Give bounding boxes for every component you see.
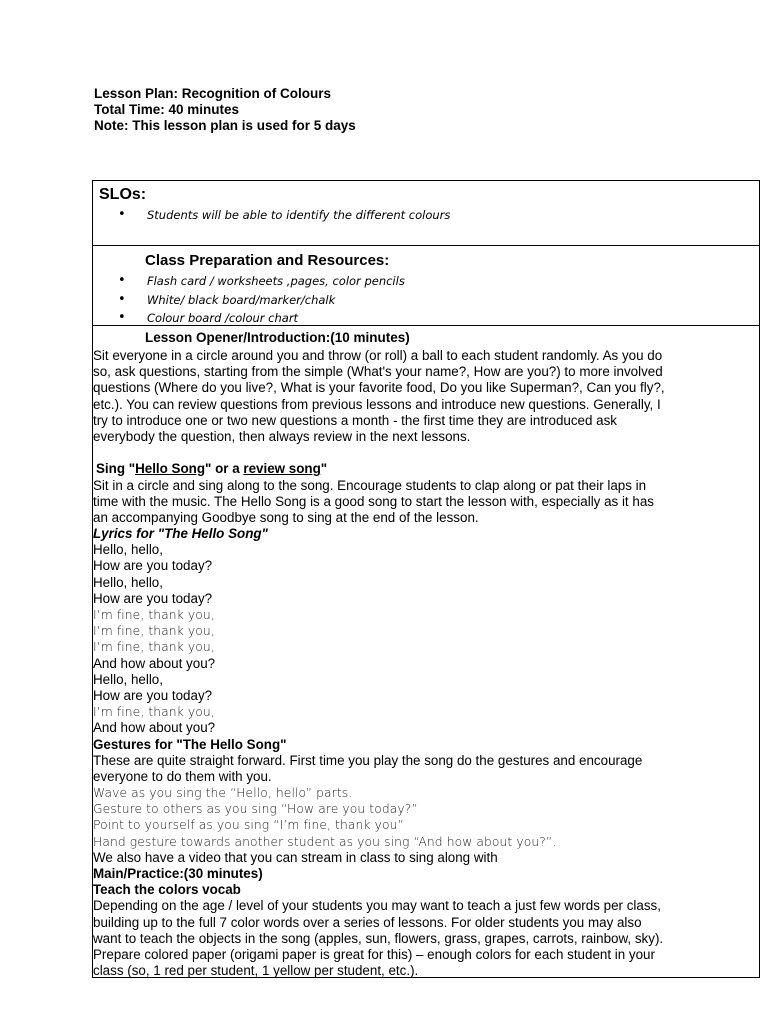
lyric-line: And how about you?: [93, 655, 216, 671]
gesture-line: Gesture to others as you sing “How are you today?”: [93, 802, 418, 817]
review-song-link[interactable]: review song: [243, 461, 321, 477]
paragraph-line: time with the music. The Hello Song is a good song to start the lesson with, especially as it has: [93, 493, 654, 509]
list-item: • Students will be able to identify the different colours: [118, 206, 450, 225]
gestures-title: Gestures for "The Hello Song": [93, 736, 287, 752]
song-title: Sing "Hello Song" or a review song": [96, 461, 328, 477]
paragraph-line: class (so, 1 red per student, 1 yellow per student, etc.).: [93, 963, 419, 979]
gesture-line: Wave as you sing the “Hello, hello” parts.: [93, 786, 353, 801]
resources-list: [118, 272, 405, 328]
lyric-line: Hello, hello,: [93, 574, 163, 590]
lyric-line: Hello, hello,: [93, 671, 163, 687]
lyric-line: How are you today?: [93, 590, 213, 606]
lyrics-title: Lyrics for "The Hello Song": [93, 526, 268, 542]
paragraph-line: try to introduce one or two new questions a month - the first time they are introduced ask: [93, 412, 617, 428]
paragraph-line: everybody the question, then always review in the next lessons.: [93, 428, 471, 444]
lyric-line: I’m fine, thank you,: [93, 608, 215, 622]
paragraph-line: want to teach the objects in the song (apples, sun, flowers, grass, grapes, carrots, rainbow, sky).: [93, 930, 664, 946]
list-item: • Flash card / worksheets ,pages, color pencils: [118, 272, 405, 291]
lyric-line: How are you today?: [93, 687, 213, 703]
paragraph-line: Prepare colored paper (origami paper is great for this) – enough colors for each student in your: [93, 946, 655, 962]
gesture-line: Hand gesture towards another student as you sing “And how about you?”.: [93, 834, 557, 849]
paragraph-line: an accompanying Goodbye song to sing at the end of the lesson.: [93, 509, 479, 525]
paragraph-line: etc.). You can review questions from previous lessons and introduce new questions. Generally, I: [93, 396, 661, 412]
paragraph-line: Sit in a circle and sing along to the song. Encourage students to clap along or pat their laps in: [93, 477, 647, 493]
lyric-line: I’m fine, thank you,: [93, 640, 215, 655]
gesture-line: Point to yourself as you sing “I’m fine, thank you”: [93, 818, 404, 833]
resources-title: Class Preparation and Resources:: [145, 252, 390, 269]
list-item: • White/ black board/marker/chalk: [118, 291, 405, 310]
main-title: Main/Practice:(30 minutes): [93, 866, 263, 881]
lyric-line: I’m fine, thank you,: [93, 624, 215, 639]
paragraph-line: questions (Where do you live?, What is your favorite food, Do you like Superman?, Can you fly?,: [93, 380, 665, 396]
lesson-title: Lesson Plan: Recognition of Colours: [94, 86, 332, 101]
paragraph-line: Sit everyone in a circle around you and throw (or roll) a ball to each student randomly. As you do: [93, 348, 663, 363]
main-subtitle: Teach the colors vocab: [93, 882, 241, 898]
video-line: We also have a video that you can stream in class to sing along with: [93, 849, 498, 865]
lyric-line: Hello, hello,: [93, 542, 163, 558]
lesson-note: Note: This lesson plan is used for 5 days: [94, 118, 356, 133]
opener-title: Lesson Opener/Introduction:(10 minutes): [145, 330, 410, 345]
slos-title: SLOs:: [99, 186, 147, 203]
lyric-line: How are you today?: [93, 558, 213, 574]
list-item: • Colour board /colour chart: [118, 309, 405, 328]
paragraph-line: so, ask questions, starting from the simple (What's your name?, How are you?) to more involved: [93, 364, 663, 380]
lyric-line: And how about you?: [93, 720, 216, 736]
total-time: Total Time: 40 minutes: [94, 102, 240, 117]
hello-song-link[interactable]: Hello Song: [135, 461, 206, 477]
resources-section: [93, 246, 759, 326]
paragraph-line: everyone to do them with you.: [93, 768, 272, 784]
paragraph-line: building up to the full 7 color words over a series of lessons. For older students you may also: [93, 914, 642, 930]
slos-list: [118, 206, 450, 225]
slos-section: [93, 181, 759, 246]
lyric-line: I’m fine, thank you,: [93, 705, 215, 720]
document-header: [94, 86, 356, 134]
lesson-table: [92, 180, 760, 978]
paragraph-line: These are quite straight forward. First time you play the song do the gestures and encourage: [93, 752, 643, 768]
paragraph-line: Depending on the age / level of your students you may want to teach a just few words per class,: [93, 898, 661, 914]
